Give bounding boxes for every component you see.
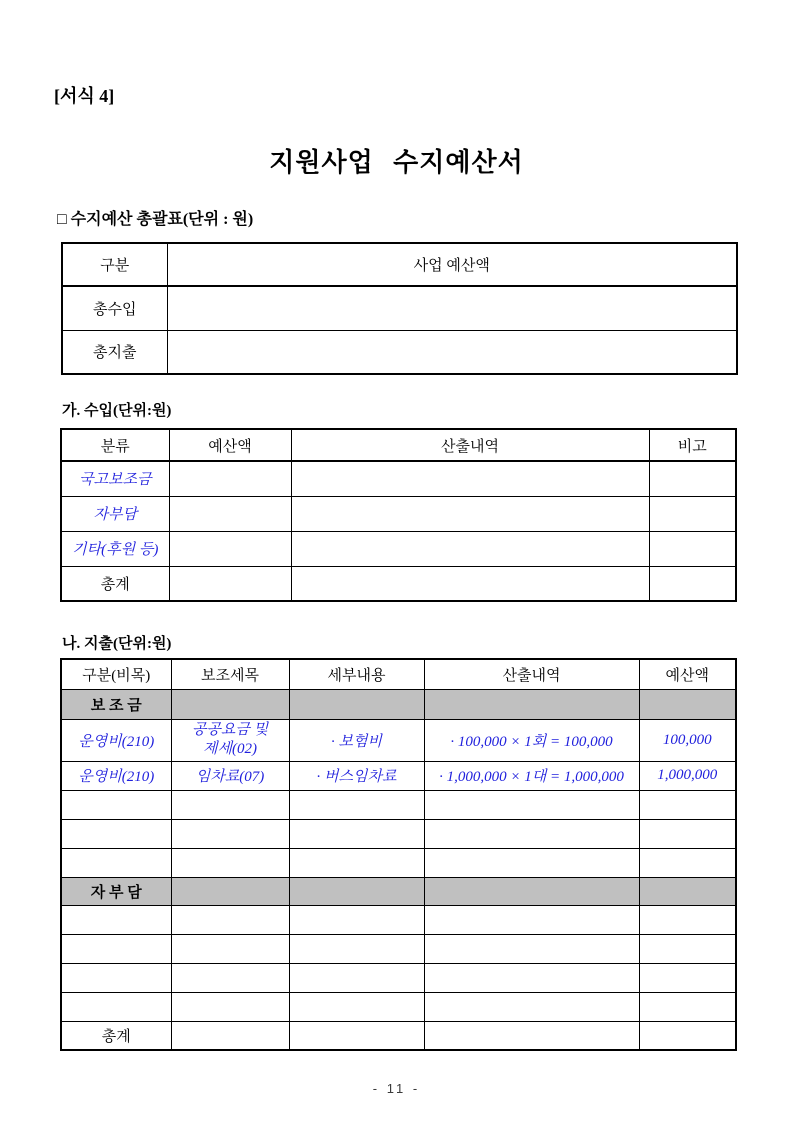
income-header-calculation: 산출내역	[291, 429, 649, 461]
expense-empty-cell	[424, 963, 639, 992]
expense-empty-cell	[289, 963, 424, 992]
page-title: 지원사업 수지예산서	[269, 148, 524, 177]
summary-row-total-expense	[62, 330, 737, 374]
expense-table	[60, 658, 737, 1051]
income-total-label: 총계	[61, 566, 169, 601]
expense-empty-cell	[61, 819, 171, 848]
expense-entry-budget: 1,000,000	[639, 761, 736, 790]
expense-empty-cell	[289, 689, 424, 719]
income-row-government-subsidy	[61, 461, 736, 496]
expense-entry-row-insurance	[61, 719, 736, 761]
income-calculation-cell	[291, 496, 649, 531]
expense-empty-cell	[424, 819, 639, 848]
summary-section-heading: □ 수지예산 총괄표(단위 : 원)	[57, 211, 254, 228]
expense-entry-sub-item: 공공요금 및 제세(02)	[171, 719, 289, 761]
expense-empty-row	[61, 905, 736, 934]
expense-empty-cell	[61, 992, 171, 1021]
income-header-row	[61, 429, 736, 461]
expense-empty-cell	[171, 934, 289, 963]
page-number: - 11 -	[372, 1081, 421, 1096]
expense-empty-cell	[171, 992, 289, 1021]
expense-empty-cell	[639, 790, 736, 819]
expense-empty-cell	[61, 963, 171, 992]
expense-empty-cell	[424, 905, 639, 934]
expense-empty-cell	[639, 934, 736, 963]
expense-empty-cell	[61, 934, 171, 963]
expense-header-calculation: 산출내역	[424, 659, 639, 689]
expense-entry-calculation: · 1,000,000 × 1대 = 1,000,000	[424, 761, 639, 790]
expense-group-self-funding-label: 자 부 담	[61, 877, 171, 905]
income-row-total	[61, 566, 736, 601]
expense-empty-row	[61, 848, 736, 877]
expense-empty-row	[61, 819, 736, 848]
expense-empty-cell	[424, 848, 639, 877]
expense-group-row-subsidy	[61, 689, 736, 719]
expense-empty-cell	[639, 848, 736, 877]
summary-total-income-value-cell	[167, 286, 737, 330]
income-table	[60, 428, 737, 602]
expense-empty-cell	[171, 1021, 289, 1050]
expense-empty-row	[61, 790, 736, 819]
income-note-cell	[649, 496, 736, 531]
expense-entry-calculation: · 100,000 × 1회 = 100,000	[424, 719, 639, 761]
expense-header-budget: 예산액	[639, 659, 736, 689]
expense-empty-row	[61, 934, 736, 963]
income-calculation-cell	[291, 566, 649, 601]
summary-row-total-income	[62, 286, 737, 330]
expense-empty-cell	[171, 848, 289, 877]
income-budget-cell	[169, 496, 291, 531]
expense-empty-cell	[639, 877, 736, 905]
summary-table	[61, 242, 738, 375]
expense-empty-cell	[639, 963, 736, 992]
expense-empty-cell	[61, 905, 171, 934]
expense-empty-cell	[289, 992, 424, 1021]
expense-empty-cell	[289, 848, 424, 877]
summary-header-budget: 사업 예산액	[167, 243, 737, 286]
expense-total-label: 총계	[61, 1021, 171, 1050]
income-budget-cell	[169, 566, 291, 601]
expense-empty-cell	[289, 1021, 424, 1050]
summary-total-expense-label: 총지출	[62, 330, 167, 374]
expense-empty-row	[61, 992, 736, 1021]
income-budget-cell	[169, 531, 291, 566]
income-note-cell	[649, 531, 736, 566]
expense-empty-cell	[289, 790, 424, 819]
income-category-label: 자부담	[61, 496, 169, 531]
expense-empty-cell	[61, 848, 171, 877]
expense-empty-cell	[639, 689, 736, 719]
expense-empty-cell	[424, 992, 639, 1021]
income-category-label: 기타(후원 등)	[61, 531, 169, 566]
income-header-note: 비고	[649, 429, 736, 461]
income-header-budget: 예산액	[169, 429, 291, 461]
expense-empty-cell	[639, 905, 736, 934]
expense-header-detail: 세부내용	[289, 659, 424, 689]
expense-group-subsidy-label: 보 조 금	[61, 689, 171, 719]
expense-empty-cell	[61, 790, 171, 819]
expense-entry-detail: · 버스임차료	[289, 761, 424, 790]
expense-empty-cell	[289, 819, 424, 848]
expense-empty-row	[61, 963, 736, 992]
expense-header-row	[61, 659, 736, 689]
income-category-label: 국고보조금	[61, 461, 169, 496]
form-label: [서식 4]	[54, 86, 115, 106]
expense-empty-cell	[289, 877, 424, 905]
income-row-self-funding	[61, 496, 736, 531]
income-budget-cell	[169, 461, 291, 496]
summary-total-income-label: 총수입	[62, 286, 167, 330]
expense-entry-category: 운영비(210)	[61, 761, 171, 790]
expense-empty-cell	[171, 877, 289, 905]
summary-header-row	[62, 243, 737, 286]
expense-empty-cell	[424, 934, 639, 963]
expense-empty-cell	[171, 905, 289, 934]
expense-entry-budget: 100,000	[639, 719, 736, 761]
income-note-cell	[649, 461, 736, 496]
income-calculation-cell	[291, 531, 649, 566]
summary-header-category: 구분	[62, 243, 167, 286]
expense-empty-cell	[424, 877, 639, 905]
summary-total-expense-value-cell	[167, 330, 737, 374]
expense-empty-cell	[171, 689, 289, 719]
income-row-other	[61, 531, 736, 566]
expense-empty-cell	[289, 934, 424, 963]
income-section-heading: 가. 수입(단위:원)	[62, 403, 172, 419]
expense-empty-cell	[289, 905, 424, 934]
expense-header-sub-item: 보조세목	[171, 659, 289, 689]
expense-empty-cell	[171, 819, 289, 848]
expense-empty-cell	[639, 992, 736, 1021]
expense-header-category: 구분(비목)	[61, 659, 171, 689]
expense-total-row	[61, 1021, 736, 1050]
income-calculation-cell	[291, 461, 649, 496]
expense-entry-detail: · 보험비	[289, 719, 424, 761]
expense-group-row-self-funding	[61, 877, 736, 905]
expense-entry-category: 운영비(210)	[61, 719, 171, 761]
expense-empty-cell	[639, 819, 736, 848]
expense-empty-cell	[424, 1021, 639, 1050]
income-note-cell	[649, 566, 736, 601]
expense-empty-cell	[424, 790, 639, 819]
expense-empty-cell	[424, 689, 639, 719]
expense-empty-cell	[171, 790, 289, 819]
expense-empty-cell	[171, 963, 289, 992]
expense-entry-row-bus-rental	[61, 761, 736, 790]
income-header-category: 분류	[61, 429, 169, 461]
expense-empty-cell	[639, 1021, 736, 1050]
expense-section-heading: 나. 지출(단위:원)	[62, 636, 172, 652]
expense-entry-sub-item: 임차료(07)	[171, 761, 289, 790]
